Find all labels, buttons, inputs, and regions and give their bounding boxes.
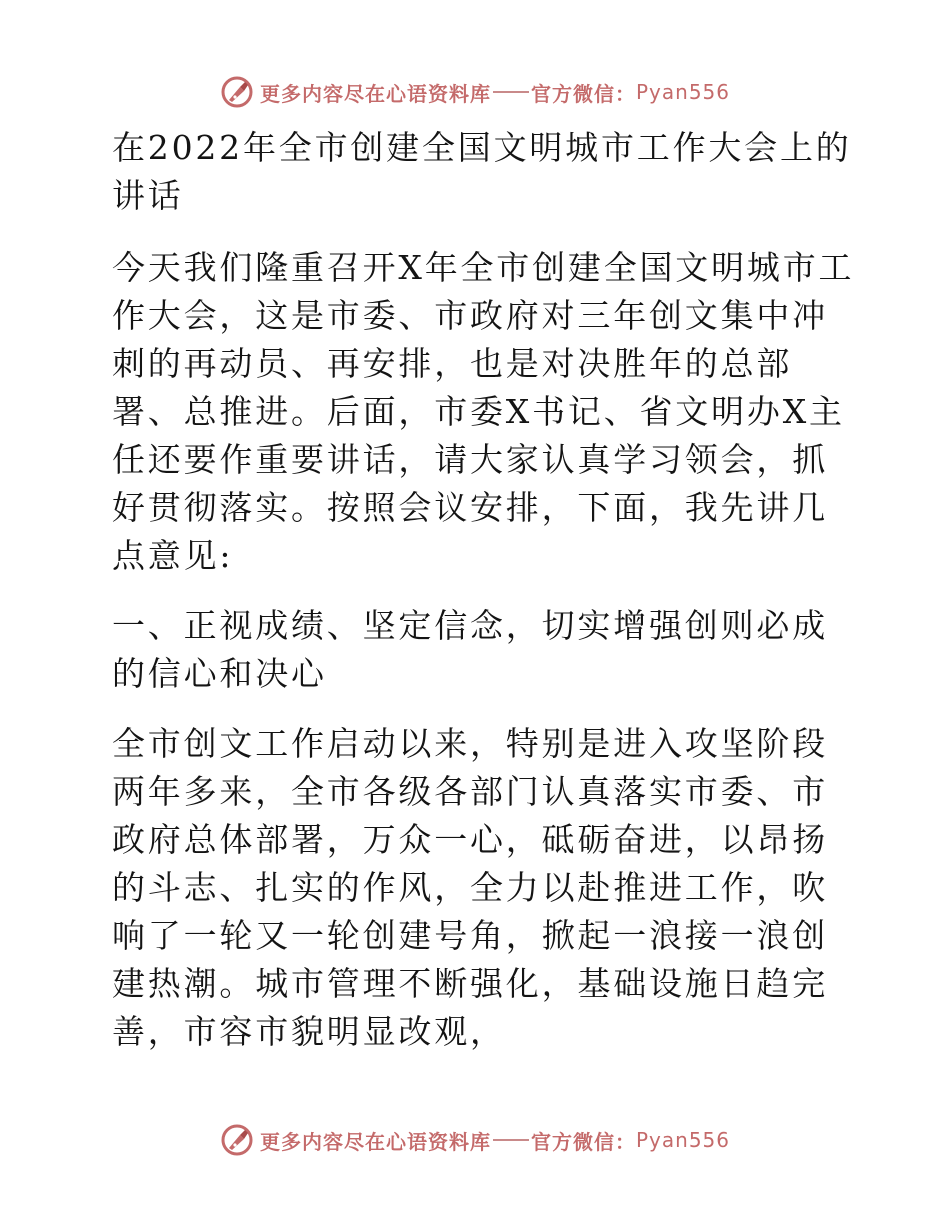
paragraph-achievements: 全市创文工作启动以来，特别是进入攻坚阶段两年多来，全市各级各部门认真落实市委、市政府总体部署，万众一心，砥砺奋进，以昂扬的斗志、扎实的作风，全力以赴推进工作，吹响了一轮又一轮创建号角，掀起一浪接一浪创建热潮。城市管理不断强化，基础设施日趋完善，市容市貌明显改观， xyxy=(112,724,828,1051)
section-heading-1: 一、正视成绩、坚定信念，切实增强创则必成的信心和决心 xyxy=(112,606,828,693)
watermark-wechat-id: Pyan556 xyxy=(635,80,730,104)
pen-nib-circle-icon xyxy=(220,1123,254,1157)
watermark-wechat-id: Pyan556 xyxy=(635,1128,730,1152)
footer-watermark xyxy=(0,1120,950,1160)
watermark-brand: 更多内容尽在心语资料库 xyxy=(259,81,491,106)
pen-nib-circle-icon xyxy=(220,75,254,109)
document-body xyxy=(98,124,858,1056)
watermark-dash xyxy=(493,91,529,93)
watermark-brand: 更多内容尽在心语资料库 xyxy=(259,1129,491,1154)
watermark-label: 官方微信： xyxy=(530,1129,636,1154)
document-title: 在2022年全市创建全国文明城市工作大会上的讲话 xyxy=(112,128,852,215)
watermark-dash xyxy=(493,1139,529,1141)
watermark-label: 官方微信： xyxy=(530,81,636,106)
paragraph-intro: 今天我们隆重召开X年全市创建全国文明城市工作大会，这是市委、市政府对三年创文集中冲刺的再动员、再安排，也是对决胜年的总部署、总推进。后面，市委X书记、省文明办X主任还要作重要讲话，请大家认真学习领会，抓好贯彻落实。按照会议安排，下面，我先讲几点意见: xyxy=(112,248,855,575)
header-watermark xyxy=(0,72,950,112)
